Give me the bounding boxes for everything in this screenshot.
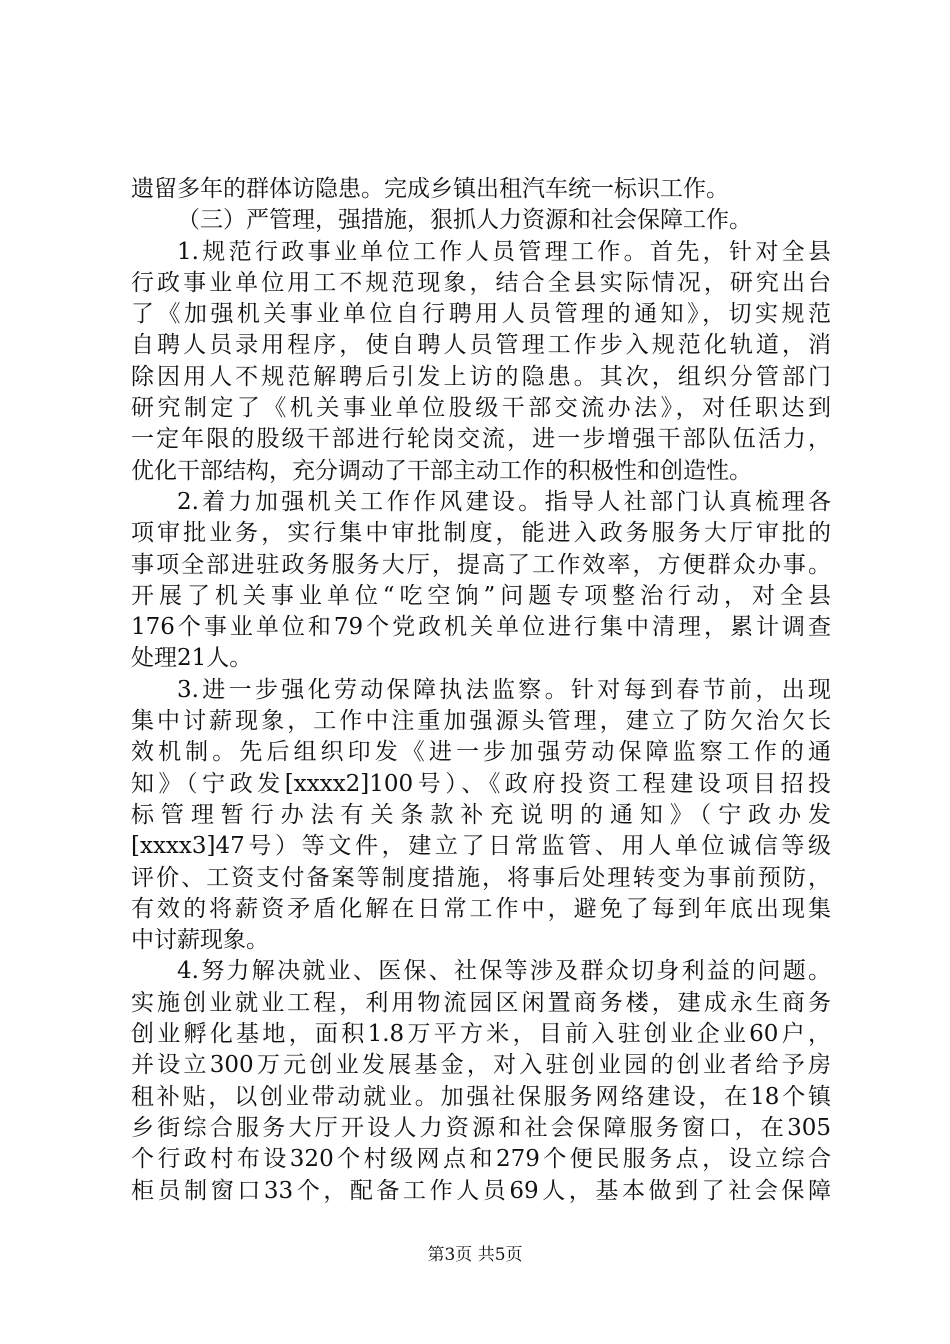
text-line: 个行政村布设320个村级网点和279个便民服务点，设立综合 [131, 1146, 831, 1173]
text-line: 集中讨薪现象，工作中注重加强源头管理，建立了防欠治欠长 [131, 708, 831, 735]
text-line: 项审批业务，实行集中审批制度，能进入政务服务大厅审批的 [131, 520, 831, 547]
text-line: 优化干部结构，充分调动了干部主动工作的积极性和创造性。 [131, 457, 752, 484]
text-line: 租补贴，以创业带动就业。加强社保服务网络建设，在18个镇 [131, 1083, 831, 1110]
text-line: 3.进一步强化劳动保障执法监察。针对每到春节前，出现 [177, 676, 831, 703]
text-line: 并设立300万元创业发展基金，对入驻创业园的创业者给予房 [131, 1052, 831, 1079]
text-line: 研究制定了《机关事业单位股级干部交流办法》，对任职达到 [131, 395, 831, 422]
text-line: 4.努力解决就业、医保、社保等涉及群众切身利益的问题。 [177, 958, 831, 985]
text-line: 中讨薪现象。 [131, 927, 269, 954]
page-number-footer: 第3页 共5页 [427, 1245, 523, 1265]
text-line: 创业孵化基地，面积1.8万平方米，目前入驻创业企业60户， [131, 1021, 831, 1048]
text-line: 处理21人。 [131, 645, 253, 672]
text-line: [xxxx3]47号）等文件，建立了日常监管、用人单位诚信等级 [131, 833, 831, 860]
text-line: 评价、工资支付备案等制度措施，将事后处理转变为事前预防， [131, 864, 831, 891]
text-line: 开展了机关事业单位“吃空饷”问题专项整治行动，对全县 [131, 582, 831, 609]
text-line: 自聘人员录用程序，使自聘人员管理工作步入规范化轨道，消 [131, 332, 831, 359]
document-body [131, 174, 831, 1207]
text-line: 除因用人不规范解聘后引发上访的隐患。其次，组织分管部门 [131, 363, 831, 390]
text-line: 一定年限的股级干部进行轮岗交流，进一步增强干部队伍活力， [131, 426, 831, 453]
text-line: 1.规范行政事业单位工作人员管理工作。首先，针对全县 [177, 238, 831, 265]
text-line: 事项全部进驻政务服务大厅，提高了工作效率，方便群众办事。 [131, 551, 831, 578]
text-line: 了《加强机关事业单位自行聘用人员管理的通知》，切实规范 [131, 301, 831, 328]
text-line: 效机制。先后组织印发《进一步加强劳动保障监察工作的通 [131, 739, 831, 766]
text-line: 标管理暂行办法有关条款补充说明的通知》（宁政办发 [131, 801, 831, 828]
text-line: 176个事业单位和79个党政机关单位进行集中清理，累计调查 [131, 614, 831, 641]
text-line: 行政事业单位用工不规范现象，结合全县实际情况，研究出台 [131, 269, 831, 296]
text-line: 有效的将薪资矛盾化解在日常工作中，避免了每到年底出现集 [131, 895, 831, 922]
text-line: （三）严管理，强措施，狠抓人力资源和社会保障工作。 [177, 207, 752, 234]
text-line: 遗留多年的群体访隐患。完成乡镇出租汽车统一标识工作。 [131, 176, 729, 202]
text-line: 知》（宁政发[xxxx2]100号）、《政府投资工程建设项目招投 [131, 770, 831, 797]
text-line: 2.着力加强机关工作作风建设。指导人社部门认真梳理各 [177, 488, 831, 515]
text-line: 乡街综合服务大厅开设人力资源和社会保障服务窗口，在305 [131, 1114, 831, 1141]
text-line: 实施创业就业工程，利用物流园区闲置商务楼，建成永生商务 [131, 989, 831, 1016]
text-line: 柜员制窗口33个，配备工作人员69人，基本做到了社会保障 [131, 1177, 831, 1204]
